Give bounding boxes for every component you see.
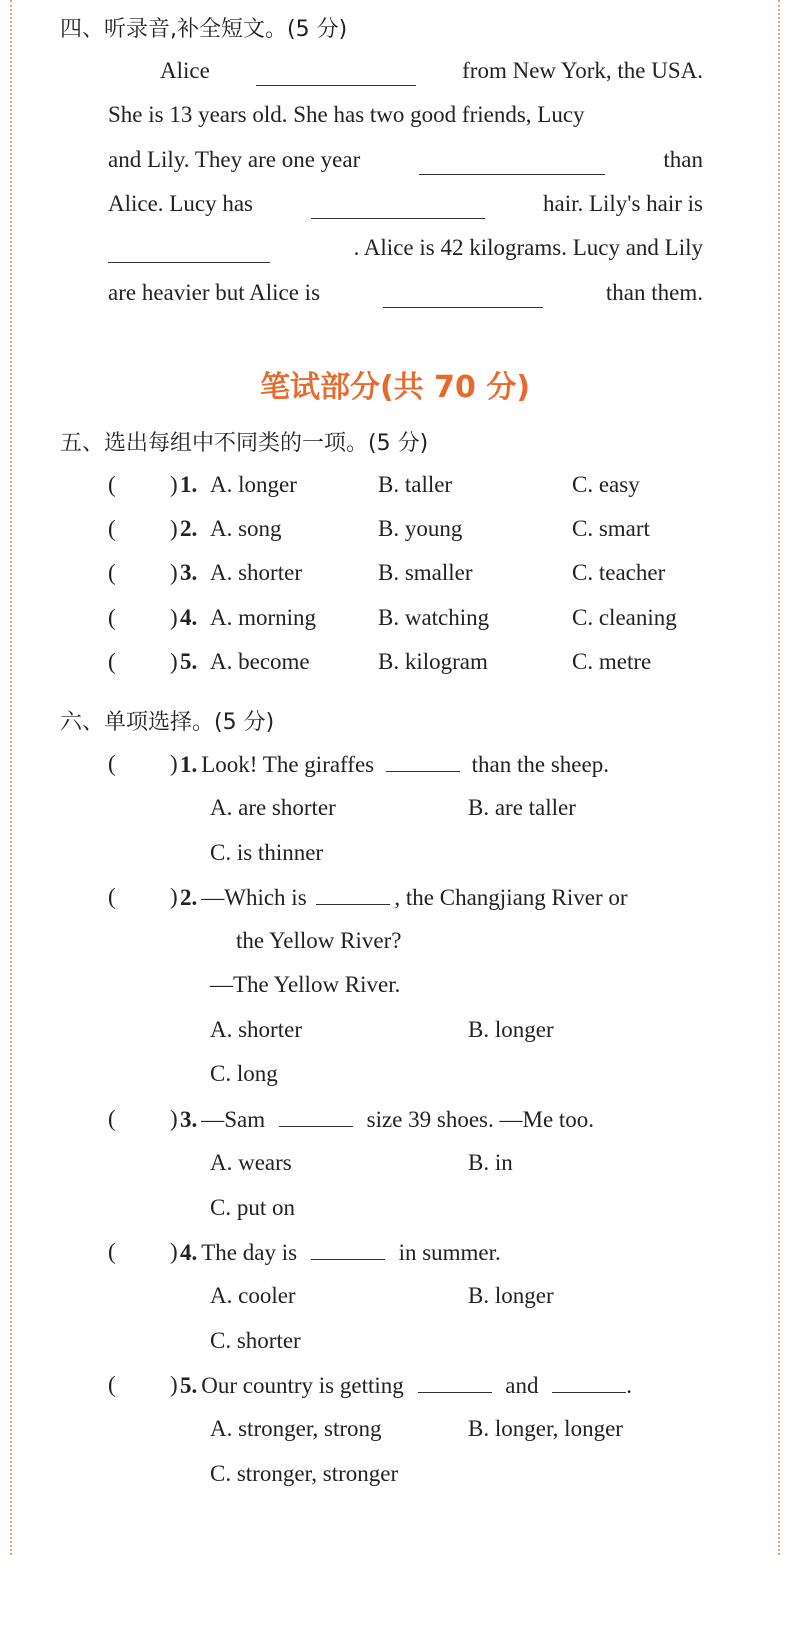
section4-heading: 四、听录音,补全短文。(5 分) (60, 17, 348, 42)
q6-3-stem: 3. —Sam size 39 shoes. —Me too. (180, 1104, 594, 1135)
blank[interactable] (418, 1370, 492, 1393)
section6-heading: 六、单项选择。(5 分) (60, 710, 275, 735)
section4-line2: She is 13 years old. She has two good friends, Lucy (108, 102, 585, 127)
q5-1-option-c[interactable]: C. easy (572, 472, 640, 497)
q6-5-stem: 5. Our country is getting and . (180, 1370, 632, 1401)
blank[interactable] (311, 1237, 385, 1260)
q5-1-option-a[interactable]: A. longer (210, 472, 297, 497)
blank-4[interactable] (108, 240, 270, 263)
q5-3-option-a[interactable]: A. shorter (210, 560, 302, 585)
q5-3-option-b[interactable]: B. smaller (378, 560, 473, 585)
q6-4-option-a[interactable]: A. cooler (210, 1283, 296, 1308)
question-number: 3. (180, 560, 198, 585)
blank-1[interactable] (256, 63, 416, 86)
blank[interactable] (316, 882, 390, 905)
left-dotted-border (10, 0, 12, 1555)
q6-3-option-c[interactable]: C. put on (210, 1195, 295, 1220)
question-number: 5. (180, 649, 198, 674)
q6-1-stem: 1. Look! The giraffes than the sheep. (180, 749, 609, 780)
q6-1-option-b[interactable]: B. are taller (468, 795, 576, 820)
q5-2-option-c[interactable]: C. smart (572, 516, 650, 541)
q6-2-option-c[interactable]: C. long (210, 1061, 278, 1086)
question-number: 1. (180, 472, 198, 497)
q6-4-option-b[interactable]: B. longer (468, 1283, 554, 1308)
section4-line6: are heavier but Alice is than them. (108, 278, 703, 308)
section4-line4: Alice. Lucy has hair. Lily's hair is (108, 189, 703, 219)
blank[interactable] (279, 1104, 353, 1127)
section4-line5: . Alice is 42 kilograms. Lucy and Lily (108, 233, 703, 263)
right-dotted-border (778, 0, 780, 1555)
section5-heading: 五、选出每组中不同类的一项。(5 分) (60, 431, 429, 456)
q6-3-option-b[interactable]: B. in (468, 1150, 513, 1175)
q6-5-option-c[interactable]: C. stronger, stronger (210, 1461, 399, 1486)
q6-1-option-c[interactable]: C. is thinner (210, 840, 324, 865)
q5-5-option-b[interactable]: B. kilogram (378, 649, 488, 674)
blank-2[interactable] (419, 152, 605, 175)
q5-2-option-a[interactable]: A. song (210, 516, 282, 541)
question-number: 4. (180, 605, 198, 630)
q6-1-option-a[interactable]: A. are shorter (210, 795, 336, 820)
q6-5-option-b[interactable]: B. longer, longer (468, 1416, 623, 1441)
blank[interactable] (552, 1370, 626, 1393)
blank[interactable] (386, 749, 460, 772)
q5-4-option-b[interactable]: B. watching (378, 605, 490, 630)
blank-5[interactable] (383, 285, 543, 308)
section4-line3: and Lily. They are one year than (108, 145, 703, 175)
q5-1-option-b[interactable]: B. taller (378, 472, 453, 497)
q5-4-option-a[interactable]: A. morning (210, 605, 317, 630)
q6-3-option-a[interactable]: A. wears (210, 1150, 292, 1175)
q6-2-option-a[interactable]: A. shorter (210, 1017, 302, 1042)
q6-4-stem: 4. The day is in summer. (180, 1237, 501, 1268)
q5-4-option-c[interactable]: C. cleaning (572, 605, 677, 630)
q6-5-option-a[interactable]: A. stronger, strong (210, 1416, 382, 1441)
q5-5-option-a[interactable]: A. become (210, 649, 310, 674)
written-part-title: 笔试部分(共 70 分) (259, 370, 531, 405)
section4-line1: Alice from New York, the USA. (108, 56, 703, 86)
q6-4-option-c[interactable]: C. shorter (210, 1328, 301, 1353)
q5-3-option-c[interactable]: C. teacher (572, 560, 666, 585)
q6-2-stem-cont: the Yellow River? (236, 928, 402, 953)
question-number: 2. (180, 516, 198, 541)
blank-3[interactable] (311, 196, 485, 219)
q5-2-option-b[interactable]: B. young (378, 516, 463, 541)
q6-2-answer: —The Yellow River. (210, 972, 401, 997)
q5-5-option-c[interactable]: C. metre (572, 649, 652, 674)
q6-2-option-b[interactable]: B. longer (468, 1017, 554, 1042)
q6-2-stem: 2. —Which is , the Changjiang River or (180, 882, 628, 913)
